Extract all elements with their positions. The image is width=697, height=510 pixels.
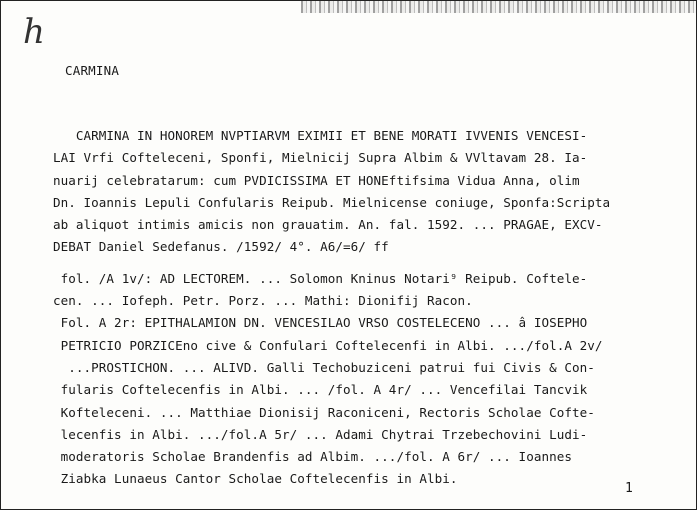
entry-line: CARMINA IN HONOREM NVPTIARVM EXIMII ET BENE MORATI IVVENIS VENCESI- [53, 128, 588, 143]
scan-edge-noise [301, 1, 696, 13]
content-line: Ziabka Lunaeus Cantor Scholae Coftelecenfis in Albi. [53, 471, 458, 487]
content-line: Kofteleceni. ... Matthiae Dionisij Raconiceni, Rectoris Scholae Cofte- [53, 404, 595, 420]
entry-line: nuarij celebratarum: cum PVDICISSIMA ET HONEftifsima Vidua Anna, olim [53, 172, 580, 188]
entry-line: Dn. Ioannis Lepuli Confularis Reipub. Mielnicense coniuge, Sponfa:Scripta [53, 194, 611, 210]
content-line: moderatoris Scholae Brandenfis ad Albim. .../fol. A 6r/ ... Ioannes [53, 449, 572, 465]
card-heading: CARMINA [65, 63, 120, 78]
contents-description [53, 268, 693, 491]
content-line: fol. /A 1v/: AD LECTOREM. ... Solomon Kninus Notari⁹ Reipub. Coftele- [53, 270, 588, 286]
content-line: cen. ... Iofeph. Petr. Porz. ... Mathi: Dionifij Racon. [53, 293, 473, 309]
entry-description [53, 125, 693, 259]
content-line: PETRICIO PORZICEno cive & Confulari Coftelecenfi in Albi. .../fol.A 2v/ [53, 337, 603, 353]
content-line: ...PROSTICHON. ... ALIVD. Galli Techobuziceni patrui fui Civis & Con- [53, 359, 595, 375]
entry-line: DEBAT Daniel Sedefanus. /1592/ 4°. A6/=6/ ff [53, 239, 389, 255]
content-line: lecenfis in Albi. .../fol.A 5r/ ... Adami Chytrai Trzebechovini Ludi- [53, 426, 588, 442]
content-line: fularis Coftelecenfis in Albi. ... /fol. A 4r/ ... Vencefilai Tancvik [53, 382, 588, 398]
page-number: 1 [625, 481, 633, 496]
entry-line: ab aliquot intimis amicis non grauatim. An. fal. 1592. ... PRAGAE, EXCV- [53, 217, 603, 233]
handwritten-mark: h [23, 12, 45, 52]
content-line: Fol. A 2r: EPITHALAMION DN. VENCESILAO VRSO COSTELECENO ... â IOSEPHO [53, 315, 588, 331]
card-body [53, 125, 693, 491]
entry-line: LAI Vrfi Cofteleceni, Sponfi, Mielnicij Supra Albim & VVltavam 28. Ia- [53, 150, 588, 166]
